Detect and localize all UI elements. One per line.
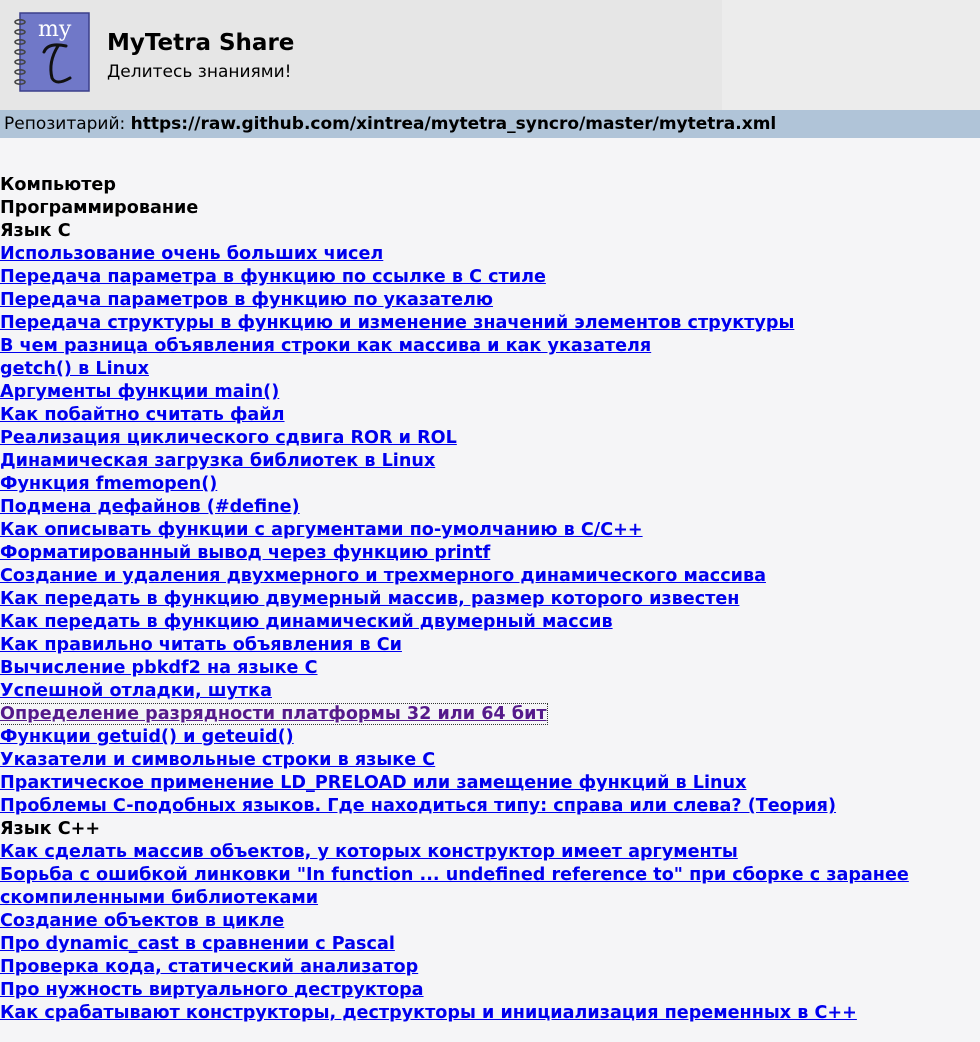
article-list-item (0, 657, 980, 680)
article-list-item (0, 404, 980, 427)
article-list-item (0, 634, 980, 657)
repository-url: https://raw.github.com/xintrea/mytetra_syncro/master/mytetra.xml (130, 114, 777, 134)
article-link[interactable]: Как срабатывают конструкторы, деструкторы и инициализация переменных в C++ (0, 1003, 857, 1023)
article-list-item (0, 312, 980, 335)
tree-node-label: Язык С (0, 221, 71, 241)
article-link[interactable]: Проверка кода, статический анализатор (0, 957, 419, 977)
article-list-item (0, 979, 980, 1002)
article-list-item (0, 381, 980, 404)
article-list-item (0, 473, 980, 496)
article-list-cpp (0, 841, 980, 1025)
article-link[interactable]: Динамическая загрузка библиотек в Linux (0, 451, 436, 471)
article-link[interactable]: В чем разница объявления строки как массива и как указателя (0, 336, 652, 356)
article-list-item (0, 726, 980, 749)
article-link[interactable]: Вычисление pbkdf2 на языке C (0, 658, 318, 678)
article-list-item (0, 565, 980, 588)
article-link[interactable]: Функции getuid() и geteuid() (0, 727, 294, 747)
article-list-item (0, 450, 980, 473)
article-list-item (0, 841, 980, 864)
article-link[interactable]: Как передать в функцию двумерный массив, размер которого известен (0, 589, 740, 609)
article-link[interactable]: Передача структуры в функцию и изменение значений элементов структуры (0, 313, 795, 333)
article-list-item (0, 588, 980, 611)
article-link[interactable]: getch() в Linux (0, 359, 149, 379)
article-link[interactable]: Как передать в функцию динамический двумерный массив (0, 612, 613, 632)
article-link[interactable]: Создание и удаления двухмерного и трехмерного динамического массива (0, 566, 766, 586)
article-list-item (0, 427, 980, 450)
article-list-item (0, 933, 980, 956)
article-link[interactable]: Как правильно читать объявления в Си (0, 635, 402, 655)
article-list-item (0, 749, 980, 772)
article-link[interactable]: Как сделать массив объектов, у которых конструктор имеет аргументы (0, 842, 738, 862)
article-list-item (0, 910, 980, 933)
article-list-item (0, 358, 980, 381)
article-link[interactable]: Функция fmemopen() (0, 474, 218, 494)
article-link[interactable]: Указатели и символьные строки в языке C (0, 750, 436, 770)
article-list-item (0, 795, 980, 818)
article-link[interactable]: Подмена дефайнов (#define) (0, 497, 300, 517)
article-link[interactable]: Реализация циклического сдвига ROR и ROL (0, 428, 457, 448)
article-link[interactable]: Проблемы C-подобных языков. Где находиться типу: справа или слева? (Теория) (0, 796, 837, 816)
tree-node-programming (0, 197, 980, 1025)
article-link[interactable]: Успешной отладки, шутка (0, 681, 272, 701)
article-list-item (0, 335, 980, 358)
article-list-item (0, 519, 980, 542)
article-link[interactable]: Использование очень больших чисел (0, 244, 384, 264)
article-link[interactable]: Как описывать функции с аргументами по-умолчанию в C/C++ (0, 520, 643, 540)
article-link[interactable]: Борьба с ошибкой линковки "In function ... undefined reference to" при сборке с заранее скомпиленными библиотеками (0, 865, 909, 908)
article-list-item (0, 864, 980, 910)
article-list-item (0, 1002, 980, 1025)
site-tagline: Делитесь знаниями! (107, 62, 292, 82)
article-link[interactable]: Практическое применение LD_PRELOAD или замещение функций в Linux (0, 773, 747, 793)
article-link[interactable]: Про dynamic_cast в сравнении с Pascal (0, 934, 395, 954)
repository-label: Репозитарий: (4, 114, 126, 134)
article-link[interactable]: Передача параметров в функцию по указателю (0, 290, 494, 310)
article-link[interactable]: Форматированный вывод через функцию printf (0, 543, 491, 563)
mytetra-logo-icon[interactable] (14, 12, 90, 92)
header-right-panel (722, 0, 980, 110)
article-list-c (0, 243, 980, 818)
tree-node-lang-cpp (0, 818, 980, 1025)
repository-bar (0, 110, 980, 138)
tree-node-lang-c (0, 220, 980, 818)
article-list-item (0, 772, 980, 795)
article-list-item (0, 680, 980, 703)
site-header (0, 0, 980, 110)
article-list-item (0, 243, 980, 266)
article-list-item (0, 289, 980, 312)
article-list-item (0, 266, 980, 289)
tree-node-label: Компьютер (0, 175, 116, 195)
article-link[interactable]: Как побайтно считать файл (0, 405, 285, 425)
article-list-item (0, 542, 980, 565)
article-link[interactable]: Аргументы функции main() (0, 382, 280, 402)
article-list-item (0, 496, 980, 519)
site-title: MyTetra Share (107, 30, 295, 56)
knowledge-tree (0, 174, 980, 1025)
article-link[interactable]: Создание объектов в цикле (0, 911, 285, 931)
svg-text:my: my (38, 17, 72, 42)
tree-node-label: Программирование (0, 198, 199, 218)
article-list-item (0, 703, 980, 726)
article-link[interactable]: Про нужность виртуального деструктора (0, 980, 424, 1000)
tree-node-computer (0, 174, 980, 1025)
article-link[interactable]: Определение разрядности платформы 32 или 64 бит (0, 704, 547, 724)
article-list-item (0, 956, 980, 979)
tree-node-label: Язык С++ (0, 819, 101, 839)
article-list-item (0, 611, 980, 634)
article-link[interactable]: Передача параметра в функцию по ссылке в С стиле (0, 267, 546, 287)
